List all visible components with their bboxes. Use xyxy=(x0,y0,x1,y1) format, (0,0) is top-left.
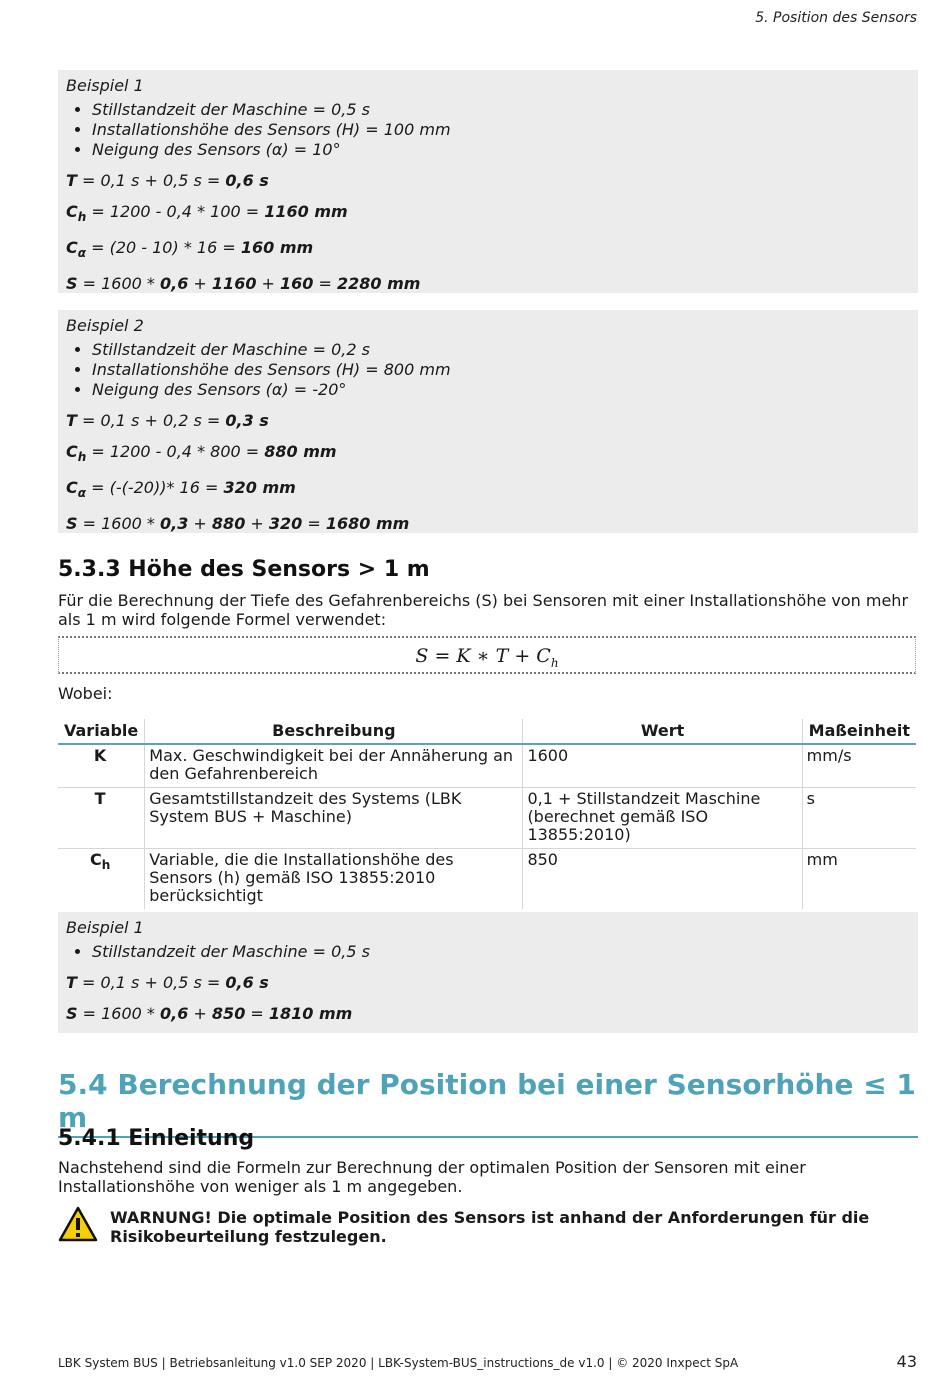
example-title: Beispiel 1 xyxy=(66,918,144,937)
formula-box xyxy=(58,636,916,674)
warning-note xyxy=(58,1206,918,1246)
section-heading-5-4: 5.4 Berechnung der Position bei einer Sensorhöhe ≤ 1 m xyxy=(58,1068,918,1138)
cell-variable: T xyxy=(58,788,145,849)
calc-ch: $C_h = 1200 - 0,4 * 800 = 880$ mm xyxy=(66,442,337,464)
section-heading-5-4-1: 5.4.1 Einleitung xyxy=(58,1126,255,1151)
variables-table xyxy=(58,719,916,909)
column-header: Beschreibung xyxy=(145,719,523,744)
calc-t: T = 0,1 s + 0,5 s = 0,6 s xyxy=(66,973,269,992)
example-title: Beispiel 1 xyxy=(66,76,144,95)
cell-value: 850 xyxy=(523,849,802,910)
cell-description: Gesamtstillstandzeit des Systems (LBK System BUS + Maschine) xyxy=(145,788,523,849)
list-item: • Stillstandzeit der Maschine = 0,2 s xyxy=(92,340,910,360)
calc-s: S = 1600 * 0,6 + 1160 + 160 = 2280 mm xyxy=(66,274,421,293)
cell-description: Max. Geschwindigkeit bei der Annäherung an den Gefahrenbereich xyxy=(145,744,523,788)
example-box-1 xyxy=(58,70,918,293)
example-bullets xyxy=(66,340,910,400)
running-header: 5. Position des Sensors xyxy=(755,10,917,26)
example-bullets xyxy=(66,942,910,962)
page-number: 43 xyxy=(896,1352,917,1371)
cell-value: 1600 xyxy=(523,744,802,788)
section-heading-5-3-3: 5.3.3 Höhe des Sensors > 1 m xyxy=(58,557,430,582)
calc-ca: $C_\alpha = (-(-20))*$ 16 = 320 mm xyxy=(66,478,296,500)
example-box-2 xyxy=(58,310,918,533)
cell-variable: K xyxy=(58,744,145,788)
list-item: • Stillstandzeit der Maschine = 0,5 s xyxy=(92,942,910,962)
calc-s: S = 1600 * 0,3 + 880 + 320 = 1680 mm xyxy=(66,514,410,533)
cell-unit: mm/s xyxy=(802,744,916,788)
cell-variable: $C_h$ xyxy=(89,850,111,873)
intro-paragraph: Nachstehend sind die Formeln zur Berechnung der optimalen Position der Sensoren mit einer Installationshöhe von weniger als 1 m angegeben. xyxy=(58,1158,806,1196)
wobei-label: Wobei: xyxy=(58,684,113,703)
cell-unit: mm xyxy=(802,849,916,910)
list-item: • Neigung des Sensors (α) = 10° xyxy=(92,140,910,160)
column-header: Variable xyxy=(58,719,145,744)
list-item: • Neigung des Sensors (α) = -20° xyxy=(92,380,910,400)
list-item: • Installationshöhe des Sensors (H) = 100 mm xyxy=(92,120,910,140)
calc-t: T = 0,1 s + 0,2 s = 0,3 s xyxy=(66,411,269,430)
footer-text: LBK System BUS | Betriebsanleitung v1.0 SEP 2020 | LBK-System-BUS_instructions_de v1.0 | © 2020 Inxpect SpA xyxy=(58,1356,739,1370)
warning-text: WARNUNG! Die optimale Position des Sensors ist anhand der Anforderungen für die Risikobeurteilung festzulegen. xyxy=(110,1208,870,1246)
warning-icon xyxy=(58,1206,98,1242)
table-row xyxy=(58,788,916,849)
intro-paragraph: Für die Berechnung der Tiefe des Gefahrenbereichs (S) bei Sensoren mit einer Installationshöhe von mehr als 1 m wird folgende Formel verwendet: xyxy=(58,591,909,629)
formula: S = K ∗ T + C xyxy=(415,645,551,667)
example-title: Beispiel 2 xyxy=(66,316,144,335)
cell-value: 0,1 + Stillstandzeit Maschine (berechnet gemäß ISO 13855:2010) xyxy=(523,788,802,849)
example-bullets xyxy=(66,100,910,160)
calc-ch: $C_h = 1200 - 0,4 * 100 = 1160$ mm xyxy=(66,202,348,224)
column-header: Wert xyxy=(523,719,802,744)
cell-unit: s xyxy=(802,788,916,849)
table-row xyxy=(58,849,916,910)
table-header-row xyxy=(58,719,916,744)
table-row xyxy=(58,744,916,788)
column-header: Maßeinheit xyxy=(802,719,916,744)
example-box-3 xyxy=(58,912,918,1033)
list-item: • Installationshöhe des Sensors (H) = 800 mm xyxy=(92,360,910,380)
formula-subscript: h xyxy=(550,655,559,670)
calc-s: S = 1600 * 0,6 + 850 = 1810 mm xyxy=(66,1004,353,1023)
calc-t: T = 0,1 s + 0,5 s = 0,6 s xyxy=(66,171,269,190)
calc-ca: $C_\alpha = (20 - 10) * 16 = 160$ mm xyxy=(66,238,314,260)
cell-description: Variable, die die Installationshöhe des Sensors (h) gemäß ISO 13855:2010 berücksichtigt xyxy=(145,849,523,910)
list-item: • Stillstandzeit der Maschine = 0,5 s xyxy=(92,100,910,120)
